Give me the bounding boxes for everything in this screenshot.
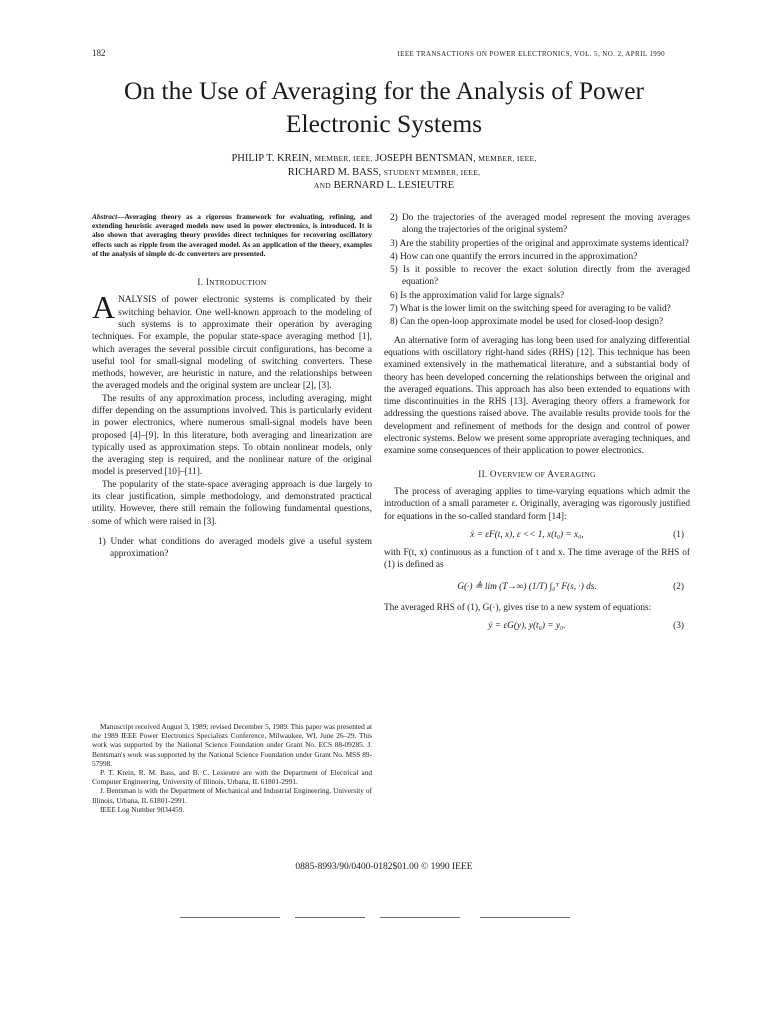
page-number: 182 — [92, 48, 106, 58]
author-name: BERNARD L. LESIEUTRE — [333, 180, 455, 191]
intro-paragraph-2: The results of any approximation process, including averaging, might differ depending on the assumptions involved. This is particularly evident in power electronics, where numerous small-signal models have been proposed [4]–[9]. In this literature, both averaging and linearization are typically used as approximation steps. To obtain nonlinear models, only the averaging step is required, and the nonlinear nature of the original model is preserved [10]–[11]. — [92, 393, 372, 478]
question-list-left — [92, 536, 372, 561]
scan-artifact-lines — [180, 917, 620, 920]
author-list — [100, 152, 668, 193]
title-line-2: Electronic Systems — [285, 109, 483, 138]
author-role: MEMBER, IEEE, — [478, 154, 537, 163]
footnote: J. Bentsman is with the Department of Mechanical and Industrial Engineering, University of Illinois, Urbana, IL 61801-2991. — [92, 786, 372, 805]
author-name: PHILIP T. KREIN, — [231, 153, 312, 164]
section-heading-overview: II. OVERVIEW OF AVERAGING — [478, 468, 596, 479]
equation-number: (2) — [673, 581, 684, 592]
list-item: 1) Under what conditions do averaged models give a useful system approximation? — [98, 536, 373, 560]
footnotes — [92, 722, 372, 814]
time-average-paragraph: with F(t, x) continuous as a function of t and x. The time average of the RHS of (1) is defined as — [384, 548, 690, 571]
right-column — [384, 212, 690, 639]
copyright-line: 0885-8993/90/0400-0182$01.00 © 1990 IEEE — [295, 862, 473, 872]
author-name: RICHARD M. BASS, — [287, 166, 382, 178]
author-role: STUDENT MEMBER, IEEE, — [383, 167, 481, 177]
list-item: 4) How can one quantify the errors incurred in the approximation? — [390, 251, 638, 262]
list-item: 2) Do the trajectories of the averaged model represent the moving averages along the trajectories of the original system? — [390, 213, 690, 236]
equation-number: (1) — [673, 529, 684, 540]
equation-1: ẋ = εF(t, x), ε << 1, x(t₀) = x₀, (1) — [470, 529, 684, 540]
list-item: 3) Are the stability properties of the original and approximate systems identical? — [390, 238, 689, 249]
title-line-1: On the Use of Averaging for the Analysis of Power — [123, 76, 645, 105]
list-item: 6) Is the approximation valid for large signals? — [390, 290, 565, 301]
intro-paragraph-1: ANALYSIS of power electronic systems is complicated by their switching behavior. One well-known approach to the modeling of such systems is to approximate their operation by averaging techniques. For example, the popular state-space averaging method [1], which averages the several possible circuit configurations, has become a useful tool for small-signal modeling of switching converters. These methods, however, are heuristic in nature, and the relationships between the averaged models and the original system are unclear [2], [3]. — [92, 289, 372, 392]
equation-3: ẏ = εG(y), y(t₀) = y₀. (3) — [488, 621, 684, 632]
left-column — [92, 212, 372, 567]
footnote: Manuscript received August 3, 1989; revised December 5, 1989. This paper was presented at the 1989 IEEE Power Electronics Specialists Conference, Milwaukee, WI, June 26–29. This work was supported by the National Science Foundation under Grant No. ECS 88-09285. J. Bentsman's work was supported by the National Science Foundation under Grant No. MSS 89-57998. — [92, 722, 372, 768]
question-list-right — [384, 212, 690, 329]
averaging-process-paragraph: The process of averaging applies to time-varying equations which admit the introduction of a small parameter ε. Originally, averaging was rigorously justified for equations in the so-called standard form [14]: — [384, 486, 690, 522]
intro-paragraph-3: The popularity of the state-space averaging approach is due largely to its clear justification, simple methodology, and demonstrated practical utility. However, there still remain the following fundamental questions, some of which were raised in [3]. — [92, 479, 372, 527]
averaged-rhs-paragraph: The averaged RHS of (1), G(·), gives rise to a new system of equations: — [384, 603, 652, 614]
alternative-averaging-paragraph: An alternative form of averaging has long been used for analyzing differential equations with oscillatory right-hand sides (RHS) [12]. This technique has been examined extensively in the mathematical literature, and a substantial body of theory has been developed concerning the relationships between the original and the averaged equations. This approach has also been extended to equations with time discontinuities in the RHS [13]. Averaging theory offers a framework for addressing the questions raised above. The available results provide tools for the development and refinement of methods for the design and control of power electronic systems. Below we present some appropriate averaging techniques, and examine some consequences of their application to power electronics. — [384, 335, 690, 457]
section-heading-introduction: I. INTRODUCTION — [197, 277, 267, 288]
author-role: MEMBER, IEEE, — [314, 154, 373, 163]
footnote: IEEE Log Number 9034459. — [100, 804, 185, 814]
list-item: 5) Is it possible to recover the exact solution directly from the averaged equation? — [390, 265, 690, 288]
paper-title — [70, 74, 698, 140]
author-conjunction: AND — [313, 181, 332, 190]
abstract-lead: Abstract— — [92, 212, 125, 221]
list-item: 8) Can the open-loop approximate model be used for closed-loop design? — [390, 317, 664, 328]
author-name: JOSEPH BENTSMAN, — [375, 153, 476, 164]
equation-number: (3) — [673, 621, 684, 632]
drop-cap: A — [92, 289, 116, 326]
equation-2: G(·) ≜ lim (T→∞) (1/T) ∫₀ᵀ F(s, ·) ds. (2) — [457, 581, 684, 592]
footnote: P. T. Krein, R. M. Bass, and B. C. Lesieutre are with the Department of Electrical and Computer Engineering, University of Illinois, Urbana, IL 61801-2991. — [92, 768, 372, 787]
running-head: IEEE TRANSACTIONS ON POWER ELECTRONICS, VOL. 5, NO. 2, APRIL 1990 — [397, 50, 665, 58]
abstract-text: Averaging theory as a rigorous framework for evaluating, refining, and extending heuristic averaged models now used in power electronics, is introduced. It is also shown that averaging theory provides direct techniques for recovering oscillatory effects such as ripple from the averaged model. As an application of the theory, examples of the analysis of simple dc-dc converters are presented. — [92, 212, 372, 258]
abstract — [92, 212, 372, 258]
list-item: 7) What is the lower limit on the switching speed for averaging to be valid? — [390, 304, 671, 315]
